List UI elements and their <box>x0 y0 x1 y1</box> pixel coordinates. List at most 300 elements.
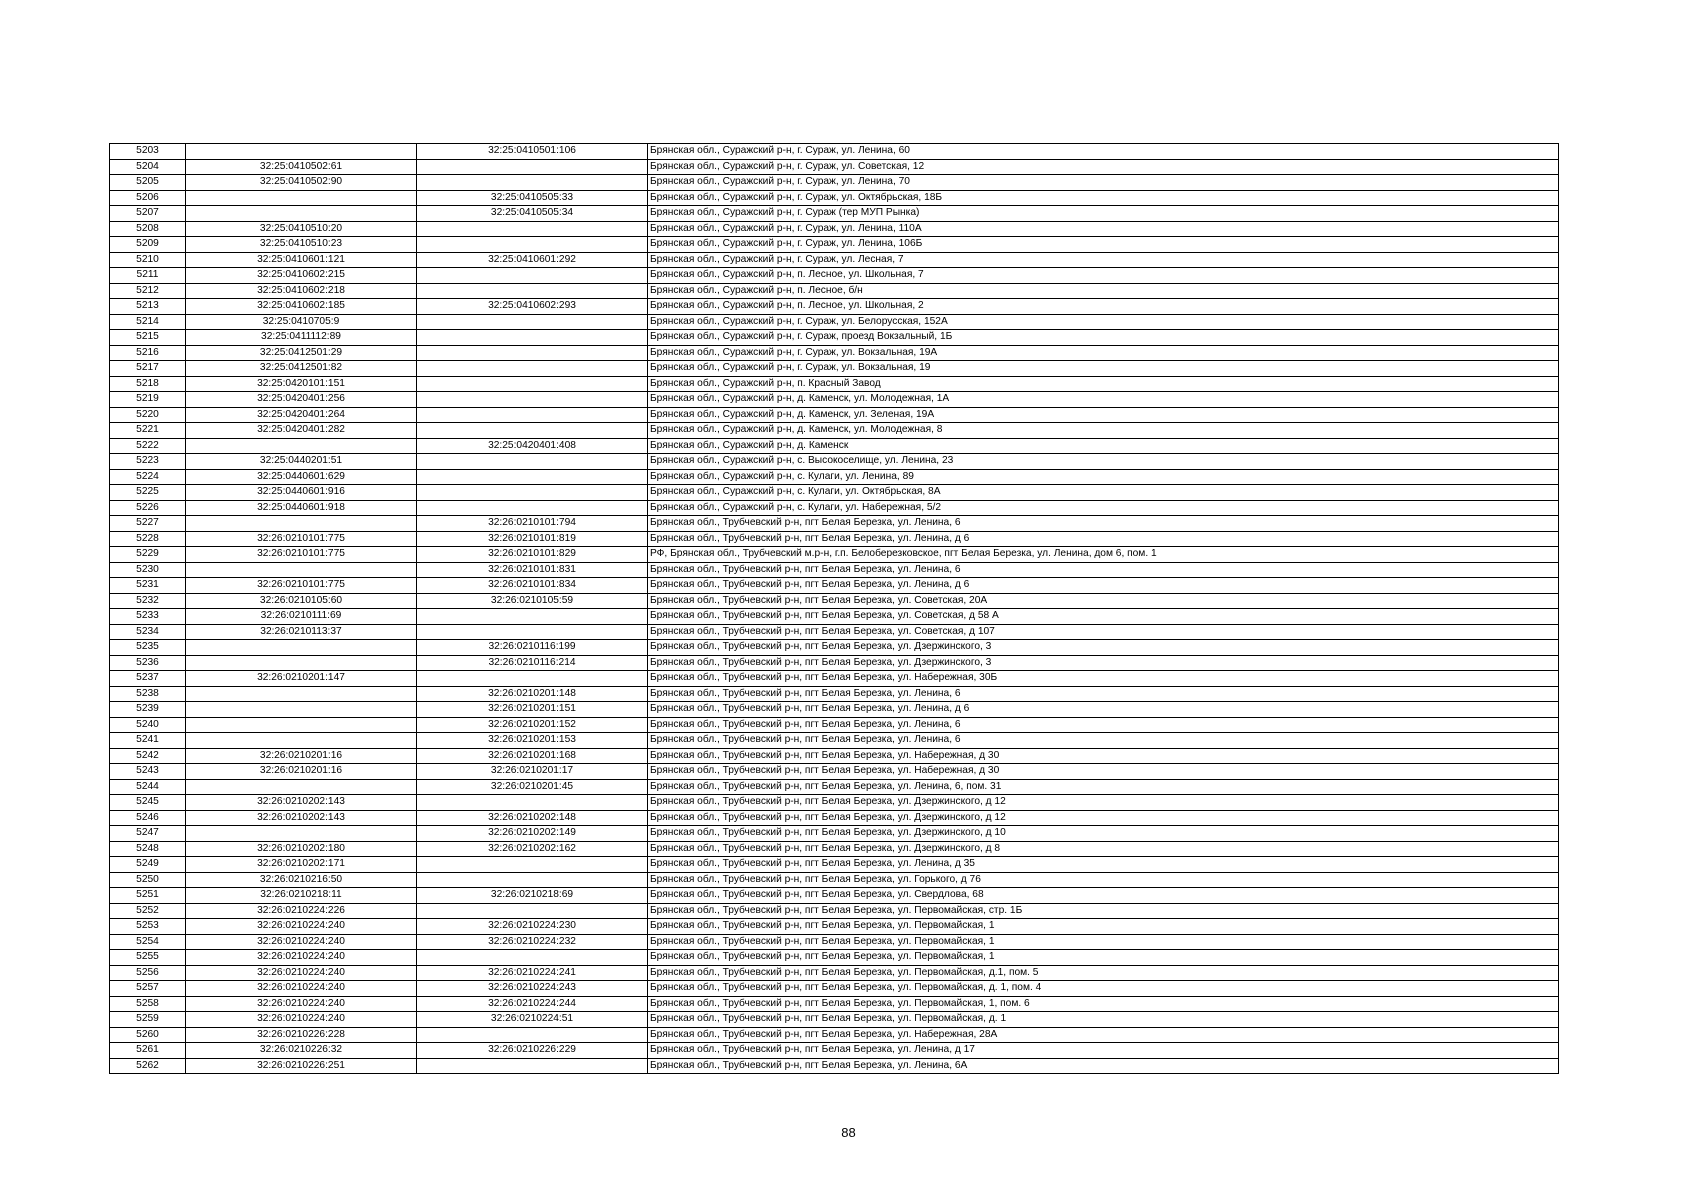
cadastral-number-cell <box>186 717 417 733</box>
table-row <box>110 748 1559 764</box>
table-row <box>110 934 1559 950</box>
table-row <box>110 903 1559 919</box>
table-row <box>110 1043 1559 1059</box>
related-cadastral-number-cell <box>417 1058 648 1074</box>
cadastral-number-cell <box>186 655 417 671</box>
table-row <box>110 562 1559 578</box>
table-row <box>110 717 1559 733</box>
row-number-cell: 5256 <box>110 965 186 981</box>
address-cell: Брянская обл., Трубчевский р-н, пгт Белая Березка, ул. Дзержинского, д 10 <box>648 826 1559 842</box>
cadastral-number-cell: 32:26:0210202:143 <box>186 810 417 826</box>
address-cell: Брянская обл., Трубчевский р-н, пгт Белая Березка, ул. Первомайская, 1 <box>648 919 1559 935</box>
row-number-cell: 5242 <box>110 748 186 764</box>
cadastral-number-cell: 32:25:0440601:629 <box>186 469 417 485</box>
cadastral-number-cell: 32:25:0420401:264 <box>186 407 417 423</box>
table-row <box>110 671 1559 687</box>
address-cell: Брянская обл., Трубчевский р-н, пгт Белая Березка, ул. Первомайская, д. 1 <box>648 1012 1559 1028</box>
cadastral-number-cell: 32:25:0440201:51 <box>186 454 417 470</box>
table-row <box>110 469 1559 485</box>
table-row <box>110 237 1559 253</box>
row-number-cell: 5206 <box>110 190 186 206</box>
related-cadastral-number-cell <box>417 872 648 888</box>
row-number-cell: 5238 <box>110 686 186 702</box>
cadastral-number-cell <box>186 206 417 222</box>
cadastral-number-cell: 32:26:0210224:240 <box>186 1012 417 1028</box>
cadastral-number-cell: 32:26:0210224:240 <box>186 934 417 950</box>
related-cadastral-number-cell: 32:25:0410602:293 <box>417 299 648 315</box>
row-number-cell: 5203 <box>110 144 186 160</box>
address-cell: Брянская обл., Трубчевский р-н, пгт Белая Березка, ул. Дзержинского, д 8 <box>648 841 1559 857</box>
table-row <box>110 1027 1559 1043</box>
address-cell: Брянская обл., Суражский р-н, г. Сураж, ул. Лесная, 7 <box>648 252 1559 268</box>
row-number-cell: 5258 <box>110 996 186 1012</box>
address-cell: Брянская обл., Суражский р-н, г. Сураж, ул. Октябрьская, 18Б <box>648 190 1559 206</box>
address-cell: Брянская обл., Трубчевский р-н, пгт Белая Березка, ул. Советская, 20А <box>648 593 1559 609</box>
table-row <box>110 1012 1559 1028</box>
related-cadastral-number-cell: 32:26:0210201:168 <box>417 748 648 764</box>
cadastral-number-cell: 32:26:0210224:240 <box>186 919 417 935</box>
address-cell: Брянская обл., Трубчевский р-н, пгт Белая Березка, ул. Ленина, 6 <box>648 516 1559 532</box>
address-cell: Брянская обл., Суражский р-н, д. Каменск, ул. Молодежная, 1А <box>648 392 1559 408</box>
row-number-cell: 5219 <box>110 392 186 408</box>
table-row <box>110 872 1559 888</box>
address-cell: Брянская обл., Суражский р-н, д. Каменск, ул. Зеленая, 19А <box>648 407 1559 423</box>
table-row <box>110 702 1559 718</box>
table-row <box>110 624 1559 640</box>
related-cadastral-number-cell: 32:26:0210202:148 <box>417 810 648 826</box>
cadastral-number-cell: 32:26:0210226:228 <box>186 1027 417 1043</box>
table-row <box>110 981 1559 997</box>
row-number-cell: 5243 <box>110 764 186 780</box>
row-number-cell: 5222 <box>110 438 186 454</box>
table-row <box>110 283 1559 299</box>
address-cell: Брянская обл., Суражский р-н, г. Сураж, ул. Ленина, 70 <box>648 175 1559 191</box>
related-cadastral-number-cell <box>417 671 648 687</box>
table-row <box>110 144 1559 160</box>
table-row <box>110 190 1559 206</box>
row-number-cell: 5211 <box>110 268 186 284</box>
related-cadastral-number-cell: 32:25:0410501:106 <box>417 144 648 160</box>
address-cell: Брянская обл., Суражский р-н, д. Каменск, ул. Молодежная, 8 <box>648 423 1559 439</box>
row-number-cell: 5247 <box>110 826 186 842</box>
cadastral-number-cell: 32:25:0411112:89 <box>186 330 417 346</box>
address-cell: Брянская обл., Суражский р-н, г. Сураж, ул. Белорусская, 152А <box>648 314 1559 330</box>
related-cadastral-number-cell: 32:26:0210224:230 <box>417 919 648 935</box>
cadastral-number-cell <box>186 562 417 578</box>
table-row <box>110 919 1559 935</box>
address-cell: Брянская обл., Трубчевский р-н, пгт Белая Березка, ул. Советская, д 58 А <box>648 609 1559 625</box>
cadastral-number-cell: 32:26:0210202:143 <box>186 795 417 811</box>
address-cell: Брянская обл., Суражский р-н, с. Высокоселище, ул. Ленина, 23 <box>648 454 1559 470</box>
address-cell: Брянская обл., Трубчевский р-н, пгт Белая Березка, ул. Первомайская, 1 <box>648 950 1559 966</box>
related-cadastral-number-cell: 32:26:0210218:69 <box>417 888 648 904</box>
cadastral-number-cell <box>186 826 417 842</box>
related-cadastral-number-cell <box>417 376 648 392</box>
address-cell: Брянская обл., Трубчевский р-н, пгт Белая Березка, ул. Первомайская, д. 1, пом. 4 <box>648 981 1559 997</box>
cadastral-number-cell: 32:25:0410705:9 <box>186 314 417 330</box>
row-number-cell: 5240 <box>110 717 186 733</box>
cadastral-number-cell: 32:25:0440601:916 <box>186 485 417 501</box>
table-row <box>110 810 1559 826</box>
related-cadastral-number-cell <box>417 314 648 330</box>
address-cell: Брянская обл., Суражский р-н, г. Сураж, ул. Ленина, 106Б <box>648 237 1559 253</box>
row-number-cell: 5253 <box>110 919 186 935</box>
address-cell: Брянская обл., Трубчевский р-н, пгт Белая Березка, ул. Свердлова, 68 <box>648 888 1559 904</box>
row-number-cell: 5234 <box>110 624 186 640</box>
table-row <box>110 159 1559 175</box>
row-number-cell: 5221 <box>110 423 186 439</box>
cadastral-number-cell: 32:26:0210111:69 <box>186 609 417 625</box>
row-number-cell: 5248 <box>110 841 186 857</box>
cadastral-number-cell <box>186 779 417 795</box>
table-row <box>110 314 1559 330</box>
cadastral-number-cell: 32:26:0210226:251 <box>186 1058 417 1074</box>
address-cell: Брянская обл., Трубчевский р-н, пгт Белая Березка, ул. Дзержинского, 3 <box>648 640 1559 656</box>
row-number-cell: 5235 <box>110 640 186 656</box>
address-cell: Брянская обл., Трубчевский р-н, пгт Белая Березка, ул. Ленина, 6А <box>648 1058 1559 1074</box>
related-cadastral-number-cell <box>417 283 648 299</box>
cadastral-number-cell: 32:26:0210224:226 <box>186 903 417 919</box>
row-number-cell: 5223 <box>110 454 186 470</box>
cadastral-number-cell: 32:26:0210201:16 <box>186 764 417 780</box>
table-row <box>110 965 1559 981</box>
table-row <box>110 593 1559 609</box>
row-number-cell: 5215 <box>110 330 186 346</box>
related-cadastral-number-cell <box>417 950 648 966</box>
registry-table-body <box>110 144 1559 1074</box>
table-row <box>110 578 1559 594</box>
address-cell: Брянская обл., Суражский р-н, г. Сураж (тер МУП Рынка) <box>648 206 1559 222</box>
row-number-cell: 5210 <box>110 252 186 268</box>
address-cell: Брянская обл., Суражский р-н, г. Сураж, ул. Ленина, 60 <box>648 144 1559 160</box>
table-row <box>110 376 1559 392</box>
related-cadastral-number-cell <box>417 392 648 408</box>
address-cell: Брянская обл., Суражский р-н, п. Лесное, ул. Школьная, 2 <box>648 299 1559 315</box>
table-row <box>110 500 1559 516</box>
table-row <box>110 252 1559 268</box>
cadastral-number-cell: 32:26:0210202:171 <box>186 857 417 873</box>
cadastral-number-cell: 32:26:0210101:775 <box>186 578 417 594</box>
address-cell: Брянская обл., Трубчевский р-н, пгт Белая Березка, ул. Первомайская, 1 <box>648 934 1559 950</box>
address-cell: Брянская обл., Трубчевский р-н, пгт Белая Березка, ул. Набережная, 30Б <box>648 671 1559 687</box>
related-cadastral-number-cell <box>417 624 648 640</box>
row-number-cell: 5244 <box>110 779 186 795</box>
address-cell: Брянская обл., Суражский р-н, г. Сураж, ул. Ленина, 110А <box>648 221 1559 237</box>
address-cell: Брянская обл., Трубчевский р-н, пгт Белая Березка, ул. Дзержинского, 3 <box>648 655 1559 671</box>
cadastral-number-cell: 32:26:0210101:775 <box>186 531 417 547</box>
related-cadastral-number-cell <box>417 345 648 361</box>
row-number-cell: 5237 <box>110 671 186 687</box>
row-number-cell: 5262 <box>110 1058 186 1074</box>
cadastral-number-cell: 32:25:0410601:121 <box>186 252 417 268</box>
address-cell: Брянская обл., Трубчевский р-н, пгт Белая Березка, ул. Ленина, д 17 <box>648 1043 1559 1059</box>
address-cell: Брянская обл., Трубчевский р-н, пгт Белая Березка, ул. Первомайская, стр. 1Б <box>648 903 1559 919</box>
address-cell: Брянская обл., Суражский р-н, г. Сураж, ул. Вокзальная, 19А <box>648 345 1559 361</box>
cadastral-number-cell <box>186 144 417 160</box>
row-number-cell: 5259 <box>110 1012 186 1028</box>
row-number-cell: 5232 <box>110 593 186 609</box>
table-row <box>110 299 1559 315</box>
related-cadastral-number-cell <box>417 221 648 237</box>
cadastral-number-cell: 32:25:0412501:82 <box>186 361 417 377</box>
table-row <box>110 206 1559 222</box>
address-cell: Брянская обл., Трубчевский р-н, пгт Белая Березка, ул. Дзержинского, д 12 <box>648 795 1559 811</box>
related-cadastral-number-cell: 32:26:0210224:51 <box>417 1012 648 1028</box>
address-cell: Брянская обл., Трубчевский р-н, пгт Белая Березка, ул. Ленина, 6, пом. 31 <box>648 779 1559 795</box>
cadastral-number-cell: 32:26:0210113:37 <box>186 624 417 640</box>
cadastral-number-cell: 32:26:0210224:240 <box>186 950 417 966</box>
address-cell: Брянская обл., Трубчевский р-н, пгт Белая Березка, ул. Набережная, 28А <box>648 1027 1559 1043</box>
table-row <box>110 454 1559 470</box>
cadastral-number-cell: 32:26:0210226:32 <box>186 1043 417 1059</box>
row-number-cell: 5224 <box>110 469 186 485</box>
related-cadastral-number-cell: 32:26:0210101:831 <box>417 562 648 578</box>
row-number-cell: 5239 <box>110 702 186 718</box>
row-number-cell: 5214 <box>110 314 186 330</box>
related-cadastral-number-cell <box>417 500 648 516</box>
related-cadastral-number-cell: 32:26:0210202:149 <box>417 826 648 842</box>
row-number-cell: 5229 <box>110 547 186 563</box>
related-cadastral-number-cell <box>417 159 648 175</box>
address-cell: Брянская обл., Суражский р-н, п. Лесное, ул. Школьная, 7 <box>648 268 1559 284</box>
related-cadastral-number-cell <box>417 485 648 501</box>
table-row <box>110 795 1559 811</box>
cadastral-number-cell: 32:25:0410602:218 <box>186 283 417 299</box>
table-row <box>110 655 1559 671</box>
row-number-cell: 5217 <box>110 361 186 377</box>
related-cadastral-number-cell: 32:26:0210101:794 <box>417 516 648 532</box>
address-cell: Брянская обл., Трубчевский р-н, пгт Белая Березка, ул. Ленина, д 6 <box>648 531 1559 547</box>
related-cadastral-number-cell: 32:26:0210101:819 <box>417 531 648 547</box>
related-cadastral-number-cell: 32:26:0210201:148 <box>417 686 648 702</box>
cadastral-number-cell: 32:25:0420101:151 <box>186 376 417 392</box>
row-number-cell: 5204 <box>110 159 186 175</box>
row-number-cell: 5257 <box>110 981 186 997</box>
related-cadastral-number-cell <box>417 609 648 625</box>
related-cadastral-number-cell <box>417 330 648 346</box>
row-number-cell: 5231 <box>110 578 186 594</box>
address-cell: Брянская обл., Трубчевский р-н, пгт Белая Березка, ул. Первомайская, д.1, пом. 5 <box>648 965 1559 981</box>
address-cell: Брянская обл., Суражский р-н, г. Сураж, ул. Вокзальная, 19 <box>648 361 1559 377</box>
table-row <box>110 764 1559 780</box>
table-row <box>110 841 1559 857</box>
cadastral-number-cell: 32:25:0412501:29 <box>186 345 417 361</box>
related-cadastral-number-cell <box>417 903 648 919</box>
row-number-cell: 5207 <box>110 206 186 222</box>
table-row <box>110 686 1559 702</box>
address-cell: Брянская обл., Суражский р-н, с. Кулаги, ул. Октябрьская, 8А <box>648 485 1559 501</box>
row-number-cell: 5205 <box>110 175 186 191</box>
address-cell: Брянская обл., Трубчевский р-н, пгт Белая Березка, ул. Набережная, д 30 <box>648 764 1559 780</box>
related-cadastral-number-cell: 32:26:0210201:17 <box>417 764 648 780</box>
row-number-cell: 5254 <box>110 934 186 950</box>
row-number-cell: 5216 <box>110 345 186 361</box>
table-row <box>110 531 1559 547</box>
address-cell: Брянская обл., Суражский р-н, с. Кулаги, ул. Набережная, 5/2 <box>648 500 1559 516</box>
related-cadastral-number-cell: 32:26:0210224:244 <box>417 996 648 1012</box>
row-number-cell: 5227 <box>110 516 186 532</box>
cadastral-number-cell <box>186 438 417 454</box>
table-row <box>110 857 1559 873</box>
related-cadastral-number-cell <box>417 469 648 485</box>
row-number-cell: 5252 <box>110 903 186 919</box>
table-row <box>110 888 1559 904</box>
table-row <box>110 996 1559 1012</box>
cadastral-number-cell: 32:26:0210105:60 <box>186 593 417 609</box>
related-cadastral-number-cell: 32:26:0210202:162 <box>417 841 648 857</box>
row-number-cell: 5250 <box>110 872 186 888</box>
related-cadastral-number-cell: 32:25:0410505:34 <box>417 206 648 222</box>
cadastral-number-cell <box>186 640 417 656</box>
registry-table <box>109 143 1559 1074</box>
related-cadastral-number-cell: 32:26:0210201:45 <box>417 779 648 795</box>
table-row <box>110 423 1559 439</box>
cadastral-number-cell <box>186 702 417 718</box>
row-number-cell: 5212 <box>110 283 186 299</box>
table-row <box>110 826 1559 842</box>
row-number-cell: 5213 <box>110 299 186 315</box>
cadastral-number-cell: 32:26:0210224:240 <box>186 965 417 981</box>
row-number-cell: 5218 <box>110 376 186 392</box>
row-number-cell: 5220 <box>110 407 186 423</box>
row-number-cell: 5261 <box>110 1043 186 1059</box>
row-number-cell: 5241 <box>110 733 186 749</box>
cadastral-number-cell: 32:26:0210224:240 <box>186 996 417 1012</box>
address-cell: Брянская обл., Трубчевский р-н, пгт Белая Березка, ул. Набережная, д 30 <box>648 748 1559 764</box>
table-row <box>110 345 1559 361</box>
cadastral-number-cell: 32:26:0210101:775 <box>186 547 417 563</box>
related-cadastral-number-cell: 32:25:0420401:408 <box>417 438 648 454</box>
related-cadastral-number-cell <box>417 423 648 439</box>
cadastral-number-cell: 32:25:0410602:215 <box>186 268 417 284</box>
cadastral-number-cell <box>186 190 417 206</box>
related-cadastral-number-cell: 32:26:0210105:59 <box>417 593 648 609</box>
related-cadastral-number-cell <box>417 857 648 873</box>
related-cadastral-number-cell: 32:26:0210226:229 <box>417 1043 648 1059</box>
related-cadastral-number-cell <box>417 795 648 811</box>
related-cadastral-number-cell <box>417 237 648 253</box>
cadastral-number-cell: 32:26:0210218:11 <box>186 888 417 904</box>
row-number-cell: 5249 <box>110 857 186 873</box>
table-row <box>110 516 1559 532</box>
related-cadastral-number-cell <box>417 454 648 470</box>
cadastral-number-cell: 32:25:0440601:918 <box>186 500 417 516</box>
table-row <box>110 609 1559 625</box>
row-number-cell: 5225 <box>110 485 186 501</box>
related-cadastral-number-cell <box>417 268 648 284</box>
address-cell: РФ, Брянская обл., Трубчевский м.р-н, г.п. Белоберезковское, пгт Белая Березка, ул. Ленина, дом 6, пом. 1 <box>648 547 1559 563</box>
cadastral-number-cell: 32:25:0410502:90 <box>186 175 417 191</box>
address-cell: Брянская обл., Трубчевский р-н, пгт Белая Березка, ул. Ленина, д 6 <box>648 702 1559 718</box>
related-cadastral-number-cell: 32:26:0210224:241 <box>417 965 648 981</box>
address-cell: Брянская обл., Трубчевский р-н, пгт Белая Березка, ул. Ленина, 6 <box>648 733 1559 749</box>
address-cell: Брянская обл., Трубчевский р-н, пгт Белая Березка, ул. Ленина, д 6 <box>648 578 1559 594</box>
related-cadastral-number-cell <box>417 175 648 191</box>
address-cell: Брянская обл., Суражский р-н, г. Сураж, проезд Вокзальный, 1Б <box>648 330 1559 346</box>
related-cadastral-number-cell <box>417 407 648 423</box>
table-row <box>110 392 1559 408</box>
table-row <box>110 547 1559 563</box>
cadastral-number-cell: 32:25:0410502:61 <box>186 159 417 175</box>
cadastral-number-cell: 32:25:0410510:23 <box>186 237 417 253</box>
related-cadastral-number-cell: 32:26:0210201:151 <box>417 702 648 718</box>
row-number-cell: 5246 <box>110 810 186 826</box>
cadastral-number-cell: 32:26:0210201:147 <box>186 671 417 687</box>
row-number-cell: 5226 <box>110 500 186 516</box>
table-row <box>110 407 1559 423</box>
address-cell: Брянская обл., Суражский р-н, г. Сураж, ул. Советская, 12 <box>648 159 1559 175</box>
table-row <box>110 175 1559 191</box>
related-cadastral-number-cell <box>417 361 648 377</box>
row-number-cell: 5260 <box>110 1027 186 1043</box>
row-number-cell: 5233 <box>110 609 186 625</box>
related-cadastral-number-cell: 32:26:0210201:153 <box>417 733 648 749</box>
cadastral-number-cell: 32:26:0210216:50 <box>186 872 417 888</box>
table-row <box>110 733 1559 749</box>
table-row <box>110 361 1559 377</box>
table-row <box>110 950 1559 966</box>
related-cadastral-number-cell: 32:26:0210101:834 <box>417 578 648 594</box>
page-number: 88 <box>841 1125 856 1140</box>
cadastral-number-cell: 32:25:0410510:20 <box>186 221 417 237</box>
table-row <box>110 779 1559 795</box>
address-cell: Брянская обл., Трубчевский р-н, пгт Белая Березка, ул. Дзержинского, д 12 <box>648 810 1559 826</box>
cadastral-number-cell: 32:25:0420401:282 <box>186 423 417 439</box>
cadastral-number-cell <box>186 516 417 532</box>
table-row <box>110 485 1559 501</box>
cadastral-number-cell: 32:25:0410602:185 <box>186 299 417 315</box>
cadastral-number-cell: 32:25:0420401:256 <box>186 392 417 408</box>
address-cell: Брянская обл., Суражский р-н, п. Лесное, б/н <box>648 283 1559 299</box>
related-cadastral-number-cell: 32:26:0210224:243 <box>417 981 648 997</box>
cadastral-number-cell: 32:26:0210202:180 <box>186 841 417 857</box>
related-cadastral-number-cell: 32:26:0210224:232 <box>417 934 648 950</box>
table-row <box>110 221 1559 237</box>
row-number-cell: 5255 <box>110 950 186 966</box>
related-cadastral-number-cell: 32:26:0210116:214 <box>417 655 648 671</box>
address-cell: Брянская обл., Трубчевский р-н, пгт Белая Березка, ул. Горького, д 76 <box>648 872 1559 888</box>
address-cell: Брянская обл., Трубчевский р-н, пгт Белая Березка, ул. Ленина, 6 <box>648 717 1559 733</box>
cadastral-number-cell <box>186 686 417 702</box>
related-cadastral-number-cell: 32:26:0210201:152 <box>417 717 648 733</box>
address-cell: Брянская обл., Трубчевский р-н, пгт Белая Березка, ул. Ленина, 6 <box>648 562 1559 578</box>
row-number-cell: 5236 <box>110 655 186 671</box>
row-number-cell: 5208 <box>110 221 186 237</box>
table-row <box>110 268 1559 284</box>
address-cell: Брянская обл., Трубчевский р-н, пгт Белая Березка, ул. Советская, д 107 <box>648 624 1559 640</box>
address-cell: Брянская обл., Трубчевский р-н, пгт Белая Березка, ул. Ленина, д 35 <box>648 857 1559 873</box>
table-row <box>110 1058 1559 1074</box>
cadastral-number-cell <box>186 733 417 749</box>
row-number-cell: 5245 <box>110 795 186 811</box>
row-number-cell: 5228 <box>110 531 186 547</box>
row-number-cell: 5230 <box>110 562 186 578</box>
table-row <box>110 438 1559 454</box>
address-cell: Брянская обл., Трубчевский р-н, пгт Белая Березка, ул. Ленина, 6 <box>648 686 1559 702</box>
table-row <box>110 330 1559 346</box>
related-cadastral-number-cell: 32:25:0410601:292 <box>417 252 648 268</box>
related-cadastral-number-cell: 32:25:0410505:33 <box>417 190 648 206</box>
cadastral-number-cell: 32:26:0210224:240 <box>186 981 417 997</box>
address-cell: Брянская обл., Суражский р-н, п. Красный Завод <box>648 376 1559 392</box>
row-number-cell: 5251 <box>110 888 186 904</box>
cadastral-number-cell: 32:26:0210201:16 <box>186 748 417 764</box>
related-cadastral-number-cell: 32:26:0210101:829 <box>417 547 648 563</box>
address-cell: Брянская обл., Суражский р-н, д. Каменск <box>648 438 1559 454</box>
table-row <box>110 640 1559 656</box>
address-cell: Брянская обл., Трубчевский р-н, пгт Белая Березка, ул. Первомайская, 1, пом. 6 <box>648 996 1559 1012</box>
address-cell: Брянская обл., Суражский р-н, с. Кулаги, ул. Ленина, 89 <box>648 469 1559 485</box>
